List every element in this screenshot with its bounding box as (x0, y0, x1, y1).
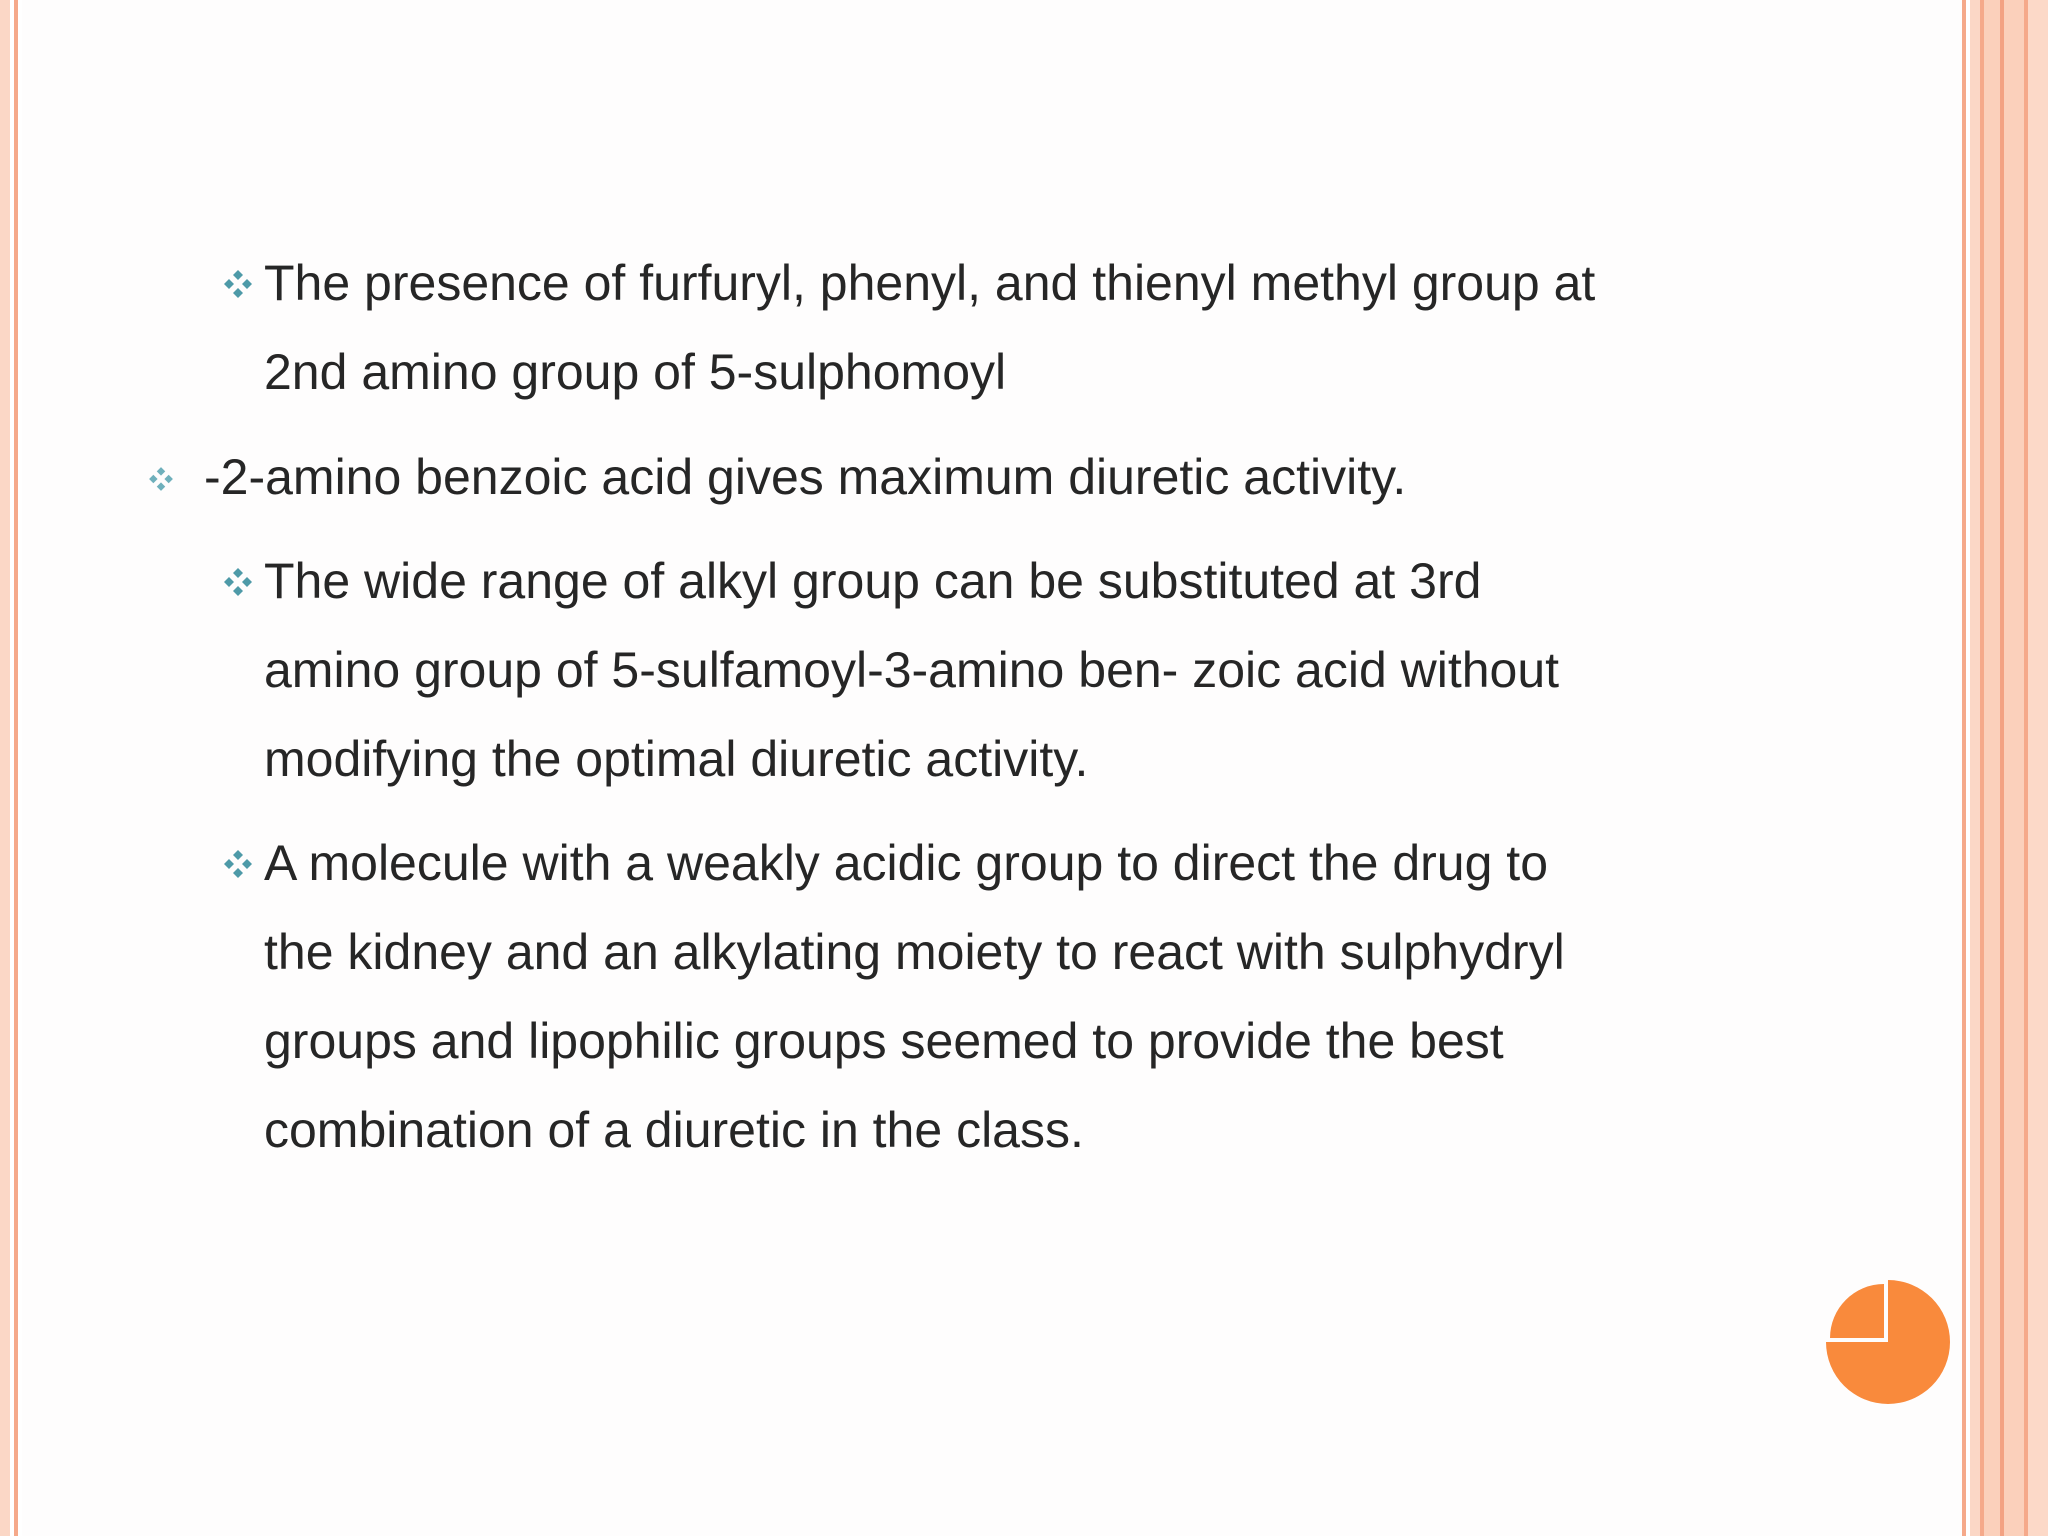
slide-frame-left-outer (0, 0, 10, 1536)
slide-frame-right-band-3 (2028, 0, 2048, 1536)
bullet-2-line-1: -2-amino benzoic acid gives maximum diuretic activity. (204, 449, 1407, 505)
bullet-3-line-2: amino group of 5-sulfamoyl-3-amino ben- zoic acid without (264, 642, 1560, 698)
four-diamond-bullet-icon (144, 462, 178, 496)
slide-frame-right-line-3 (2000, 0, 2004, 1536)
bullet-4-line-3: groups and lipophilic groups seemed to provide the best (264, 1013, 1504, 1069)
bullet-4-line-2: the kidney and an alkylating moiety to react with sulphydryl (264, 924, 1565, 980)
bullet-1-line-1: The presence of furfuryl, phenyl, and thienyl methyl group at (264, 255, 1596, 311)
bullet-1-line-2: 2nd amino group of 5-sulphomoyl (264, 344, 1007, 400)
bullet-3-line-1: The wide range of alkyl group can be substituted at 3rd (264, 553, 1482, 609)
four-diamond-bullet-icon (218, 844, 258, 884)
orange-pie-circle-icon (1826, 1280, 1950, 1404)
slide-frame-right-line-1 (1962, 0, 1966, 1536)
bullet-4-line-1: A molecule with a weakly acidic group to direct the drug to (264, 835, 1549, 891)
slide-frame-right-band-1 (1970, 0, 1980, 1536)
bullet-3-line-3: modifying the optimal diuretic activity. (264, 731, 1089, 787)
bullet-4-line-4: combination of a diuretic in the class. (264, 1102, 1084, 1158)
slide-frame-right-band-2 (1984, 0, 2024, 1536)
slide-frame-left-inner (14, 0, 18, 1536)
four-diamond-bullet-icon (218, 562, 258, 602)
four-diamond-bullet-icon (218, 264, 258, 304)
